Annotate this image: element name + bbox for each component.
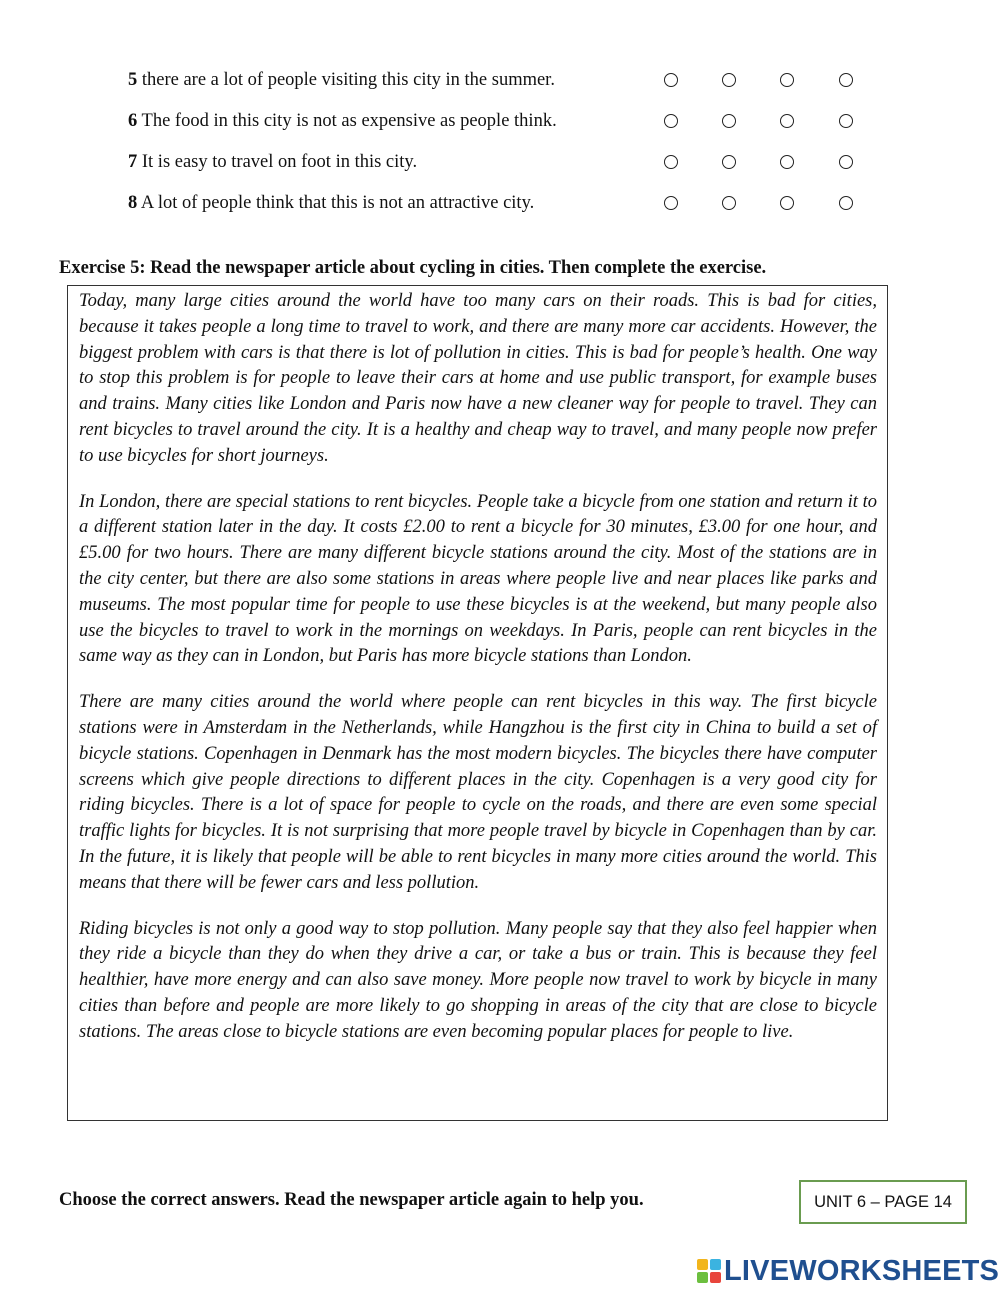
- question-number: 5: [128, 70, 138, 90]
- liveworksheets-logo: [697, 1254, 999, 1288]
- answer-radio[interactable]: [722, 73, 736, 87]
- answer-radio[interactable]: [839, 114, 853, 128]
- article-paragraph: In London, there are special stations to rent bicycles. People take a bicycle from one station and return it to a different station later in the day. It costs £2.00 to rent a bicycle for 30 minutes, £3.00 for one hour, and £5.00 for two hours. There are many different bicycle stations around the city. Most of the stations are in the city center, but there are also some stations in areas where people live and near places like parks and museums. The most popular time for people to use these bicycles is at the weekend, but many people also use the bicycles to travel to work in the mornings on weekdays. In Paris, people can rent bicycles in the same way as they can in London, but Paris has more bicycle stations than London.: [79, 491, 877, 667]
- answer-radio[interactable]: [722, 196, 736, 210]
- question-number: 7: [128, 152, 138, 172]
- question-text: there are a lot of people visiting this city in the summer.: [137, 70, 555, 90]
- answer-radio[interactable]: [664, 196, 678, 210]
- question-row: [128, 106, 868, 136]
- page-label: [799, 1180, 967, 1224]
- article-paragraph: Riding bicycles is not only a good way to stop pollution. Many people say that they also feel happier when they ride a bicycle than they do when they drive a car, or take a bus or train. This is because they feel healthier, have more energy and can also save money. More people now travel to work by bicycle in many cities than before and people are more likely to go shopping in areas of the city that are close to bicycle stations. The areas close to bicycle stations are even becoming popular places for people to live.: [79, 918, 877, 1042]
- answer-radio[interactable]: [722, 155, 736, 169]
- article-paragraph: There are many cities around the world where people can rent bicycles in this way. The first bicycle stations were in Amsterdam in the Netherlands, while Hangzhou is the first city in China to build a set of bicycle stations. Copenhagen in Denmark has the most modern bicycles. The bicycles there have computer screens which give people directions to different places in the city. Copenhagen is a very good city for riding bicycles. There is a lot of space for people to cycle on the roads, and there are even some special traffic lights for bicycles. It is not surprising that more people travel by bicycle in Copenhagen than by car. In the future, it is likely that people will be able to rent bicycles in many more cities around the world. This means that there will be fewer cars and less pollution.: [79, 692, 877, 893]
- exercise-heading: Exercise 5: Read the newspaper article about cycling in cities. Then complete the exercise.: [59, 258, 767, 278]
- liveworksheets-wordmark: LIVEWORKSHEETS: [724, 1254, 1000, 1287]
- article-box: [67, 285, 888, 1121]
- answer-radio[interactable]: [839, 155, 853, 169]
- answer-radio[interactable]: [664, 73, 678, 87]
- question-row: [128, 65, 868, 95]
- article-paragraph: Today, many large cities around the world have too many cars on their roads. This is bad for cities, because it takes people a long time to travel to work, and there are many more car accidents. However, the biggest problem with cars is that there is lot of pollution in cities. This is bad for people’s health. One way to stop this problem is for people to leave their cars at home and use public transport, for example buses and trains. Many cities like London and Paris now have a new cleaner way for people to travel. They can rent bicycles to travel around the city. It is a healthy and cheap way to travel, and many people now prefer to use bicycles for short journeys.: [79, 291, 877, 466]
- answer-radio[interactable]: [780, 114, 794, 128]
- question-number: 8: [128, 193, 138, 213]
- question-number: 6: [128, 111, 138, 131]
- question-text: It is easy to travel on foot in this city.: [137, 152, 418, 172]
- liveworksheets-icon: [697, 1259, 721, 1283]
- answer-radio[interactable]: [664, 114, 678, 128]
- answer-radio[interactable]: [839, 73, 853, 87]
- question-text: A lot of people think that this is not an attractive city.: [137, 193, 535, 213]
- answer-radio[interactable]: [780, 155, 794, 169]
- answer-radio[interactable]: [664, 155, 678, 169]
- answer-radio[interactable]: [780, 196, 794, 210]
- answer-radio[interactable]: [839, 196, 853, 210]
- question-text: The food in this city is not as expensive as people think.: [137, 111, 557, 131]
- instruction-text: Choose the correct answers. Read the newspaper article again to help you.: [59, 1190, 644, 1210]
- question-row: [128, 188, 868, 218]
- question-row: [128, 147, 868, 177]
- answer-radio[interactable]: [722, 114, 736, 128]
- page-label-text: UNIT 6 – PAGE 14: [814, 1192, 952, 1211]
- answer-radio[interactable]: [780, 73, 794, 87]
